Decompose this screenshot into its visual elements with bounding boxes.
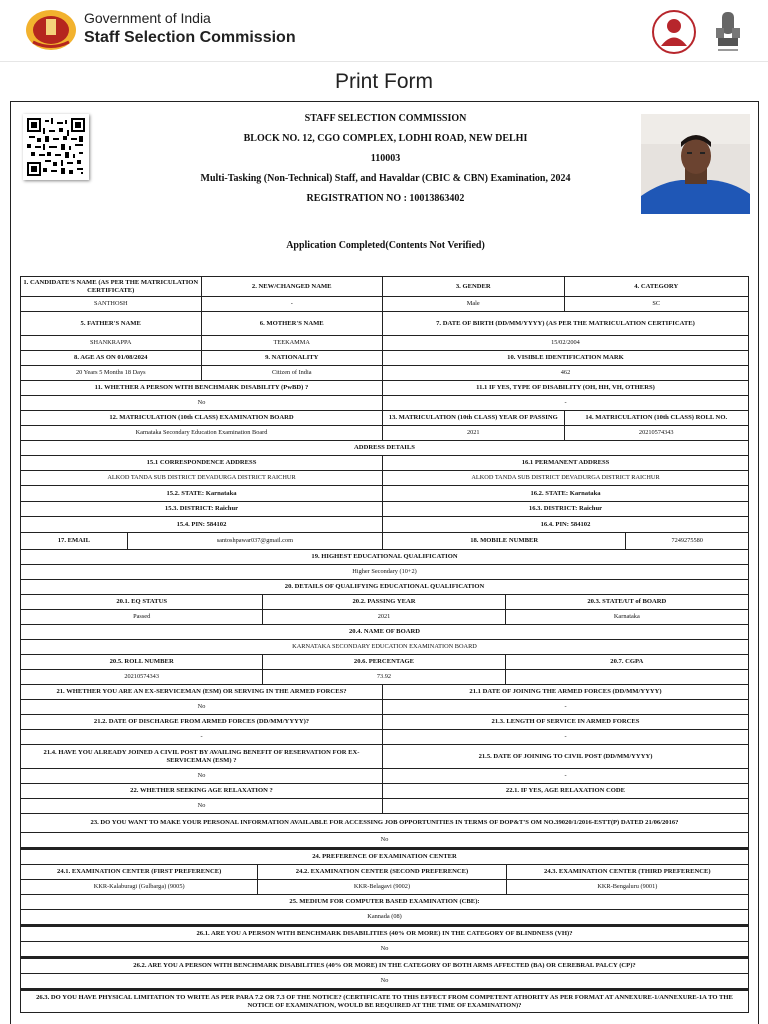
table-row <box>20 942 749 957</box>
field-label: 16.1 PERMANENT ADDRESS <box>521 459 610 467</box>
table-row <box>20 700 749 715</box>
field-label: 11.1 IF YES, TYPE OF DISABILITY (OH, HH, VH, OTHERS) <box>476 384 655 392</box>
field-value: 7249275580 <box>671 537 703 545</box>
field-value: 462 <box>560 369 571 377</box>
field-value <box>506 670 748 684</box>
field-label: ADDRESS DETAILS <box>354 444 415 452</box>
application-status: Application Completed(Contents Not Verified) <box>286 240 485 251</box>
field-label: 21.5. DATE OF JOINING TO CIVIL POST (DD/MM/YYYY) <box>478 752 653 760</box>
field-value <box>383 799 748 813</box>
field-value: No <box>21 799 383 813</box>
field-label: 3. GENDER <box>383 277 565 296</box>
field-value: Citizen of India <box>202 366 384 380</box>
field-label: 20.4. NAME OF BOARD <box>348 628 420 636</box>
field-label: 22.1. IF YES, AGE RELAXATION CODE <box>505 787 626 795</box>
field-value: 2021 <box>383 426 565 440</box>
field-label: 16.2. STATE: Karnataka <box>530 489 601 497</box>
field-label: 21.3. LENGTH OF SERVICE IN ARMED FORCES <box>491 718 640 726</box>
field-label: 8. AGE AS ON 01/08/2024 <box>21 351 202 365</box>
table-row <box>20 910 749 925</box>
table-row <box>20 595 749 610</box>
field-label: 21.1 DATE OF JOINING THE ARMED FORCES (DD/MM/YYYY) <box>469 688 662 696</box>
field-value: - <box>202 297 384 311</box>
table-row <box>20 297 749 312</box>
table-row <box>20 426 749 441</box>
field-value: - <box>564 733 567 741</box>
field-label: 24.2. EXAMINATION CENTER (SECOND PREFERENCE) <box>258 865 506 879</box>
table-row <box>20 991 749 1013</box>
field-label: 7. DATE OF BIRTH (DD/MM/YYYY) (AS PER THE MATRICULATION CERTIFICATE) <box>436 319 695 327</box>
table-row <box>20 799 749 814</box>
field-value: Kannada (08) <box>367 913 402 921</box>
field-label: 13. MATRICULATION (10th CLASS) YEAR OF PASSING <box>383 411 565 425</box>
commission-label: Staff Selection Commission <box>84 29 296 46</box>
field-value: Higher Secondary (10+2) <box>352 568 417 576</box>
field-value: Male <box>383 297 565 311</box>
field-label: 5. FATHER'S NAME <box>21 312 202 335</box>
field-label: 16.4. PIN: 584102 <box>540 520 591 528</box>
table-row <box>20 411 749 426</box>
field-value: SHANKRAPPA <box>21 336 202 350</box>
field-value: TEEKAMMA <box>202 336 384 350</box>
table-row <box>20 784 749 799</box>
form-org: STAFF SELECTION COMMISSION <box>304 113 467 124</box>
field-value: Passed <box>21 610 263 624</box>
field-value: Karnataka Secondary Education Examination Board <box>21 426 383 440</box>
table-row <box>20 833 749 848</box>
field-label: 20.1. EQ STATUS <box>21 595 263 609</box>
table-row <box>20 550 749 565</box>
field-value: KKR-Belagavi (9002) <box>258 880 506 894</box>
exam-name: Multi-Tasking (Non-Technical) Staff, and Havaldar (CBIC & CBN) Examination, 2024 <box>200 173 571 184</box>
table-row <box>20 502 749 517</box>
user-profile-icon[interactable] <box>651 9 697 55</box>
field-value: SC <box>652 300 661 308</box>
field-label: 12. MATRICULATION (10th CLASS) EXAMINATION BOARD <box>21 411 383 425</box>
table-row <box>20 655 749 670</box>
field-label: 22. WHETHER SEEKING AGE RELAXATION ? <box>21 784 383 798</box>
field-label: 6. MOTHER'S NAME <box>202 312 384 335</box>
table-row <box>20 895 749 910</box>
field-value: No <box>21 700 383 714</box>
field-value: No <box>380 977 389 985</box>
table-row <box>20 441 749 456</box>
table-row <box>20 974 749 989</box>
field-label: 24.1. EXAMINATION CENTER (FIRST PREFERENCE) <box>21 865 258 879</box>
field-label: 4. CATEGORY <box>634 282 679 290</box>
ssc-logo-icon <box>25 9 77 51</box>
field-label: 20.7. CGPA <box>610 658 644 666</box>
table-row <box>20 715 749 730</box>
field-value: No <box>380 836 389 844</box>
table-row <box>20 730 749 745</box>
field-label: 20.5. ROLL NUMBER <box>21 655 263 669</box>
field-value: SANTHOSH <box>21 297 202 311</box>
field-label: 2. NEW/CHANGED NAME <box>202 277 384 296</box>
page-title: Print Form <box>334 70 433 93</box>
table-row <box>20 471 749 486</box>
table-row <box>20 312 749 336</box>
field-label: 25. MEDIUM FOR COMPUTER BASED EXAMINATION (CBE): <box>289 898 480 906</box>
table-row <box>20 959 749 974</box>
table-row <box>20 640 749 655</box>
field-label: 9. NATIONALITY <box>202 351 384 365</box>
field-value: - <box>564 703 567 711</box>
table-row <box>20 565 749 580</box>
field-label: 17. EMAIL <box>21 533 128 549</box>
field-label: 18. MOBILE NUMBER <box>383 533 626 549</box>
table-row <box>20 850 749 865</box>
form-pincode: 110003 <box>370 153 401 164</box>
site-header <box>0 0 768 62</box>
form-address: BLOCK NO. 12, CGO COMPLEX, LODHI ROAD, NEW DELHI <box>243 133 528 144</box>
field-label: 20.3. STATE/UT of BOARD <box>587 598 667 606</box>
field-label: 20. DETAILS OF QUALIFYING EDUCATIONAL QUALIFICATION <box>284 583 485 591</box>
field-value: No <box>21 396 383 410</box>
field-value: - <box>21 730 383 744</box>
field-value: 2021 <box>263 610 505 624</box>
ashoka-emblem-icon <box>712 8 744 56</box>
table-row <box>20 670 749 685</box>
field-label: 20.6. PERCENTAGE <box>263 655 505 669</box>
table-row <box>20 880 749 895</box>
field-value: 20210574343 <box>21 670 263 684</box>
table-row <box>20 927 749 942</box>
table-row <box>20 580 749 595</box>
field-value: No <box>21 769 383 783</box>
field-label: 15.2. STATE: Karnataka <box>21 486 383 501</box>
field-label: 16.3. DISTRICT: Raichur <box>528 505 603 513</box>
field-value: santoshpawar037@gmail.com <box>128 533 383 549</box>
table-row <box>20 533 749 550</box>
field-value: 20 Years 5 Months 18 Days <box>21 366 202 380</box>
table-row <box>20 625 749 640</box>
field-label: 24.3. EXAMINATION CENTER (THIRD PREFERENCE) <box>544 868 711 876</box>
field-label: 26.1. ARE YOU A PERSON WITH BENCHMARK DISABILITIES (40% OR MORE) IN THE CATEGORY OF BLINDNESS (VH)? <box>196 930 573 938</box>
field-label: 23. DO YOU WANT TO MAKE YOUR PERSONAL INFORMATION AVAILABLE FOR ACCESSING JOB OPPORTUNITIES IN TERMS OF DOP&T'S OM NO.39020/1/2016-ESTT(P) DATED 21/06/2016? <box>90 819 679 827</box>
field-label: 19. HIGHEST EDUCATIONAL QUALIFICATION <box>311 553 458 561</box>
table-row <box>20 814 749 833</box>
field-value: No <box>380 945 389 953</box>
field-label: 14. MATRICULATION (10th CLASS) ROLL NO. <box>585 414 728 422</box>
field-label: 26.3. DO YOU HAVE PHYSICAL LIMITATION TO WRITE AS PER PARA 7.2 OR 7.3 OF THE NOTICE? (CERTIFICATE TO THIS EFFECT FROM COMPETENT ATHORITY AS PER FORMAT AT ANNEXURE-1/ANNEXURE-1A TO THE NOTICE OF EXAMINATION, WOULD BE REQUIRED AT THE TIME OF EXAMINATION)? <box>36 993 733 1009</box>
field-value: ALKOD TANDA SUB DISTRICT DEVADURGA DISTRICT RAICHUR <box>471 474 660 482</box>
field-value: KKR-Bengaluru (9001) <box>597 883 658 891</box>
table-row <box>20 685 749 700</box>
field-label: 21.4. HAVE YOU ALREADY JOINED A CIVIL POST BY AVAILING BENEFIT OF RESERVATION FOR EX-SERVICEMAN (ESM) ? <box>21 745 383 768</box>
field-label: 21.2. DATE OF DISCHARGE FROM ARMED FORCES (DD/MM/YYYY)? <box>21 715 383 729</box>
registration-number: REGISTRATION NO : 10013863402 <box>306 193 465 204</box>
table-row <box>20 486 749 502</box>
table-row <box>20 366 749 381</box>
application-form <box>10 101 759 1024</box>
field-value: KARNATAKA SECONDARY EDUCATION EXAMINATION BOARD <box>292 643 477 651</box>
table-row <box>20 517 749 533</box>
field-label: 24. PREFERENCE OF EXAMINATION CENTER <box>312 853 457 861</box>
field-value: 15/02/2004 <box>551 339 580 347</box>
field-value: 73.92 <box>263 670 505 684</box>
field-label: 11. WHETHER A PERSON WITH BENCHMARK DISABILITY (PwBD) ? <box>21 381 383 395</box>
table-row <box>20 865 749 880</box>
field-label: 1. CANDIDATE'S NAME (AS PER THE MATRICULATION CERTIFICATE) <box>21 277 202 296</box>
field-label: 15.4. PIN: 584102 <box>21 517 383 532</box>
field-label: 21. WHETHER YOU ARE AN EX-SERVICEMAN (ESM) OR SERVING IN THE ARMED FORCES? <box>21 685 383 699</box>
table-row <box>20 336 749 351</box>
table-row <box>20 396 749 411</box>
field-label: 15.1 CORRESPONDENCE ADDRESS <box>21 456 383 470</box>
field-value: - <box>564 399 567 407</box>
table-row <box>20 610 749 625</box>
details-table <box>20 276 749 1013</box>
government-label: Government of India <box>84 10 211 26</box>
table-row <box>20 769 749 784</box>
table-row <box>20 381 749 396</box>
field-label: 20.2. PASSING YEAR <box>263 595 505 609</box>
table-row <box>20 456 749 471</box>
field-value: 20210574343 <box>638 429 674 437</box>
field-value: KKR-Kalaburagi (Gulbarga) (9005) <box>21 880 258 894</box>
field-value: ALKOD TANDA SUB DISTRICT DEVADURGA DISTRICT RAICHUR <box>21 471 383 485</box>
table-row <box>20 351 749 366</box>
field-value: - <box>564 772 567 780</box>
table-row <box>20 745 749 769</box>
field-label: 15.3. DISTRICT: Raichur <box>21 502 383 516</box>
field-value: Karnataka <box>613 613 640 621</box>
table-row <box>20 276 749 297</box>
field-label: 10. VISIBLE IDENTIFICATION MARK <box>507 354 624 362</box>
field-label: 26.2. ARE YOU A PERSON WITH BENCHMARK DISABILITIES (40% OR MORE) IN THE CATEGORY OF BOTH ARMS AFFECTED (BA) OR CEREBRAL PALCY (CP)? <box>133 962 636 970</box>
